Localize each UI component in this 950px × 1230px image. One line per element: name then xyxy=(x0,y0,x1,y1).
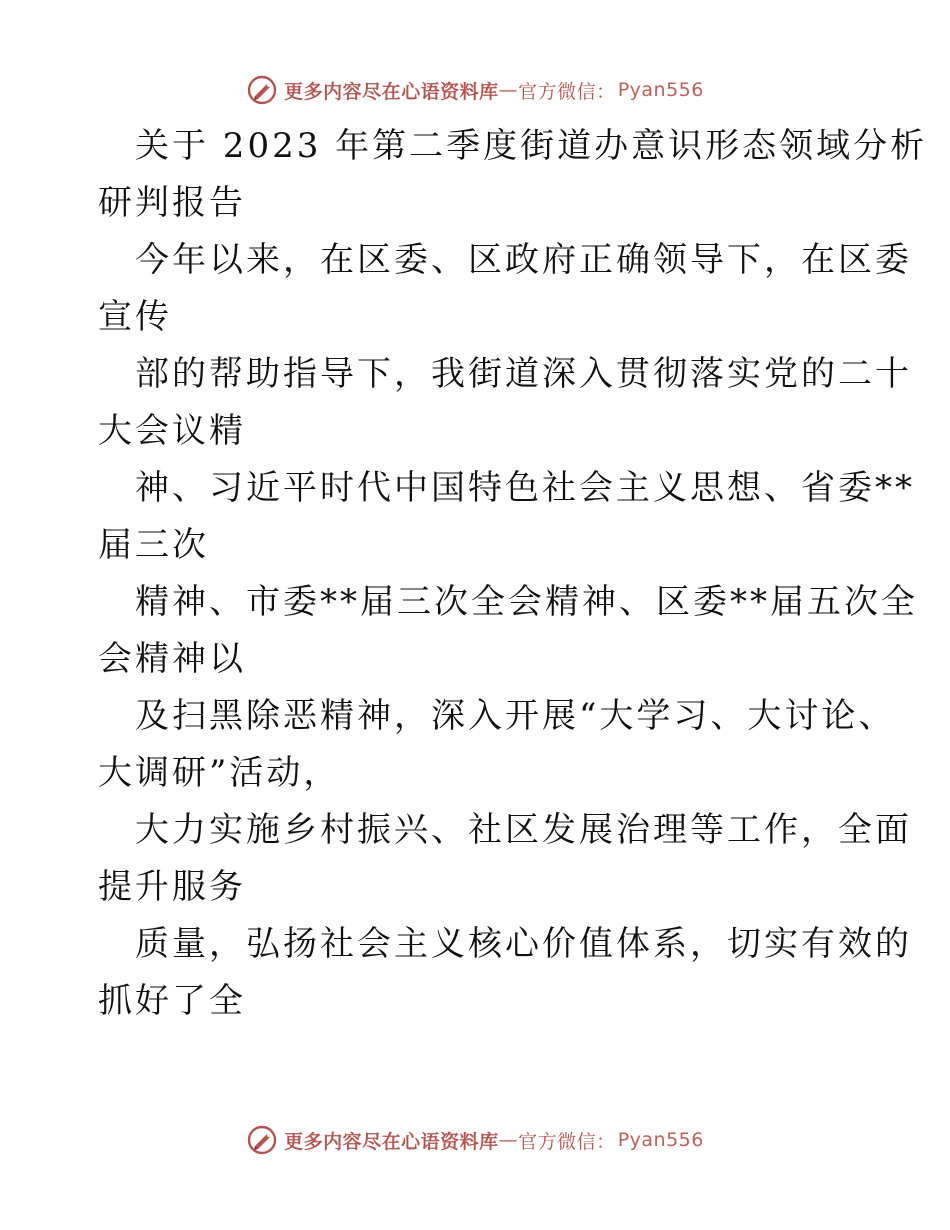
paragraph-line: 及扫黑除恶精神，深入开展“大学习、大讨论、 xyxy=(135,696,896,736)
watermark-brand: 更多内容尽在心语资料库 xyxy=(284,1130,499,1153)
watermark-label: 官方微信： xyxy=(518,1130,616,1153)
header-watermark xyxy=(0,70,950,110)
paragraph xyxy=(98,688,896,802)
paragraph-line: 大会议精 xyxy=(98,411,246,451)
paragraph-line: 质量，弘扬社会主义核心价值体系，切实有效的 xyxy=(135,924,912,964)
pen-logo-icon xyxy=(246,74,278,106)
document-body xyxy=(98,118,928,1030)
paragraph-line: 精神、市委**届三次全会精神、区委**届五次全 xyxy=(135,582,918,622)
paragraph-line: 关于 2023 年第二季度街道办意识形态领域分析 xyxy=(135,126,928,166)
paragraph-line: 研判报告 xyxy=(98,183,246,223)
watermark-separator: — xyxy=(498,79,519,101)
paragraph-line: 提升服务 xyxy=(98,867,246,907)
footer-watermark xyxy=(0,1120,950,1160)
paragraph-line: 届三次 xyxy=(98,525,209,565)
watermark-separator: — xyxy=(498,1129,519,1151)
paragraph-line: 神、习近平时代中国特色社会主义思想、省委** xyxy=(135,468,915,508)
paragraph-line: 会精神以 xyxy=(98,639,246,679)
paragraph xyxy=(98,460,915,574)
watermark-brand: 更多内容尽在心语资料库 xyxy=(284,80,499,103)
paragraph-line: 部的帮助指导下，我街道深入贯彻落实党的二十 xyxy=(135,354,912,394)
paragraph xyxy=(98,346,912,460)
watermark-wechat-id: Pyan556 xyxy=(617,1129,704,1151)
paragraph xyxy=(98,802,912,916)
paragraph xyxy=(98,232,912,346)
watermark-wechat-id: Pyan556 xyxy=(617,79,704,101)
pen-logo-icon xyxy=(246,1124,278,1156)
paragraph-line: 今年以来，在区委、区政府正确领导下，在区委 xyxy=(135,240,912,280)
paragraph-line: 抓好了全 xyxy=(98,981,246,1021)
paragraph-line: 宣传 xyxy=(98,297,172,337)
paragraph-line: 大力实施乡村振兴、社区发展治理等工作，全面 xyxy=(135,810,912,850)
paragraph xyxy=(98,916,912,1030)
paragraph xyxy=(98,574,918,688)
paragraph-line: 大调研”活动， xyxy=(98,753,341,793)
paragraph-title xyxy=(98,118,928,232)
watermark-label: 官方微信： xyxy=(518,80,616,103)
